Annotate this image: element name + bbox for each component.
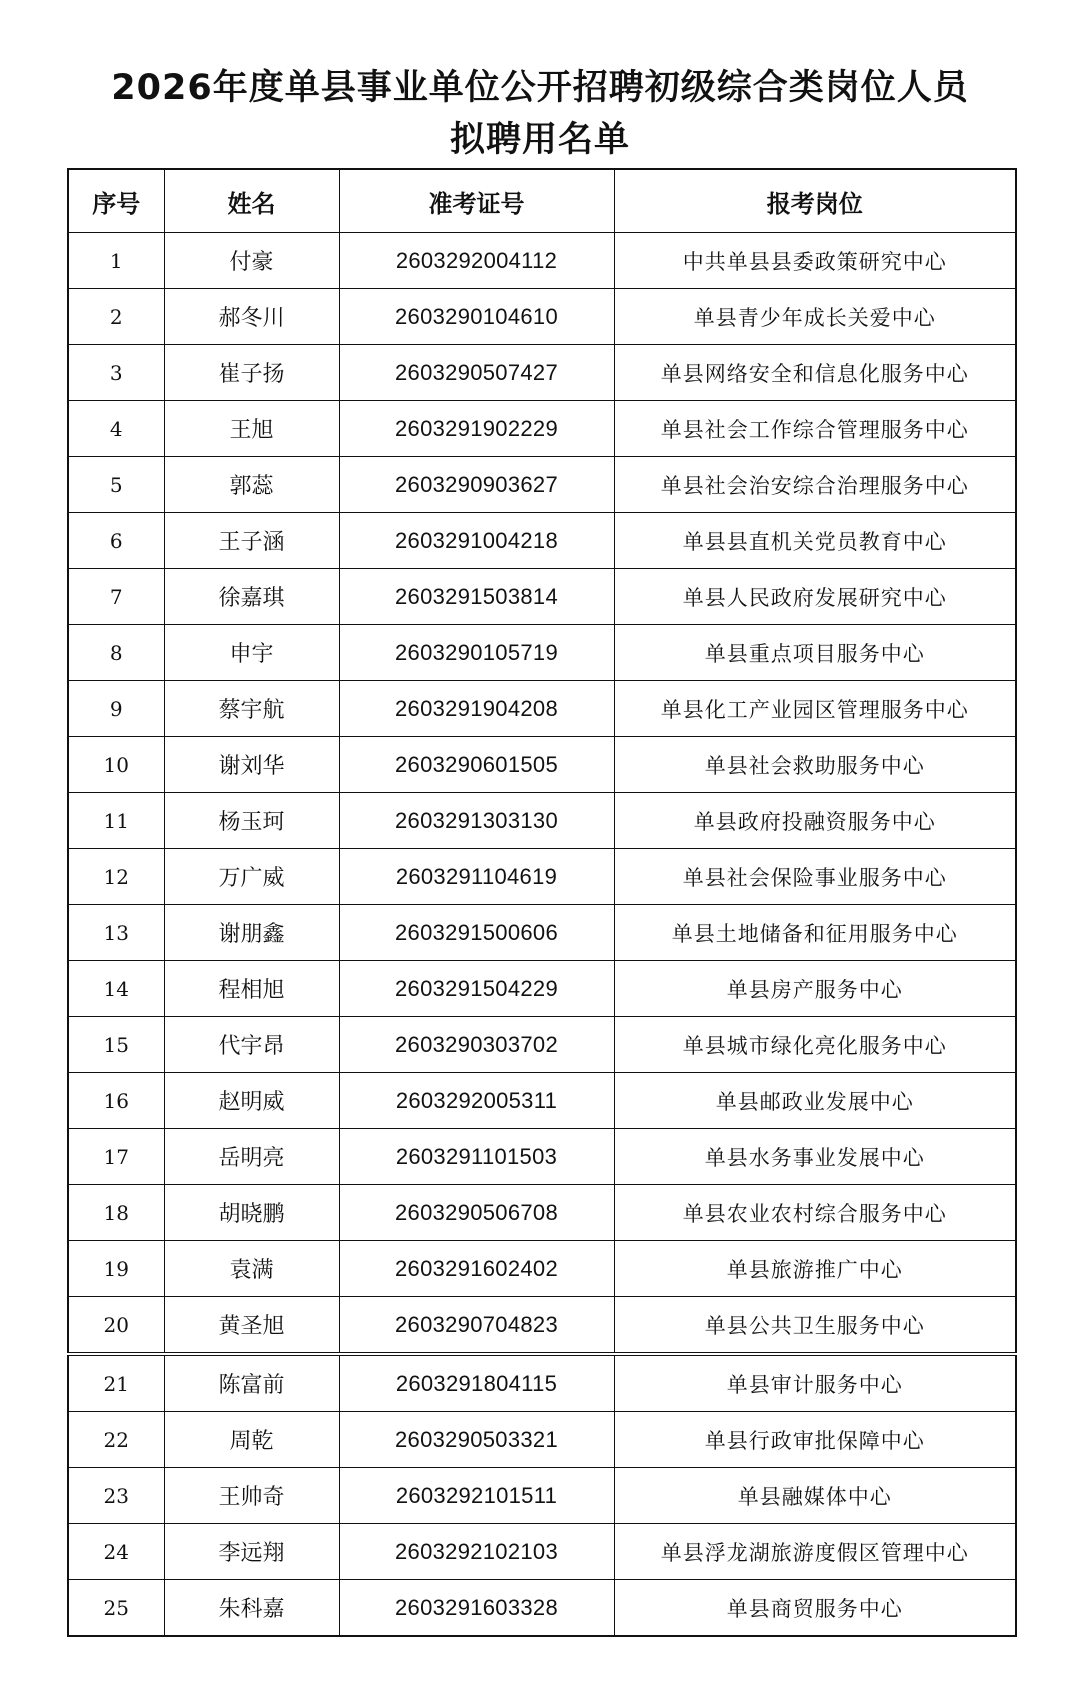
cell-seq: 16	[68, 1073, 164, 1129]
cell-seq: 7	[68, 569, 164, 625]
cell-exam-no: 2603291804115	[339, 1354, 614, 1412]
table-row	[68, 1017, 1016, 1073]
cell-exam-no: 2603292101511	[339, 1468, 614, 1524]
table-row	[68, 289, 1016, 345]
cell-name: 郭蕊	[164, 457, 339, 513]
table-row	[68, 1297, 1016, 1355]
table-row	[68, 1354, 1016, 1412]
cell-post: 单县社会治安综合治理服务中心	[614, 457, 1016, 513]
cell-exam-no: 2603291503814	[339, 569, 614, 625]
cell-seq: 2	[68, 289, 164, 345]
cell-name: 杨玉珂	[164, 793, 339, 849]
cell-exam-no: 2603291902229	[339, 401, 614, 457]
table-row	[68, 569, 1016, 625]
cell-exam-no: 2603290104610	[339, 289, 614, 345]
table-body	[68, 233, 1016, 1637]
cell-exam-no: 2603291500606	[339, 905, 614, 961]
cell-exam-no: 2603290507427	[339, 345, 614, 401]
cell-exam-no: 2603292004112	[339, 233, 614, 289]
table-row	[68, 961, 1016, 1017]
cell-name: 王子涵	[164, 513, 339, 569]
cell-name: 黄圣旭	[164, 1297, 339, 1355]
cell-exam-no: 2603291904208	[339, 681, 614, 737]
cell-seq: 13	[68, 905, 164, 961]
cell-seq: 20	[68, 1297, 164, 1355]
table-row	[68, 457, 1016, 513]
hiring-list-table	[67, 168, 1017, 1637]
cell-seq: 14	[68, 961, 164, 1017]
title-line-2: 拟聘用名单	[449, 120, 630, 160]
cell-post: 单县土地储备和征用服务中心	[614, 905, 1016, 961]
cell-name: 李远翔	[164, 1524, 339, 1580]
cell-name: 赵明威	[164, 1073, 339, 1129]
cell-exam-no: 2603291504229	[339, 961, 614, 1017]
cell-seq: 1	[68, 233, 164, 289]
cell-name: 谢朋鑫	[164, 905, 339, 961]
header-exam-no: 准考证号	[339, 169, 614, 233]
cell-name: 胡晓鹏	[164, 1185, 339, 1241]
table-row	[68, 1468, 1016, 1524]
table-row	[68, 1580, 1016, 1637]
cell-exam-no: 2603290903627	[339, 457, 614, 513]
cell-name: 王旭	[164, 401, 339, 457]
cell-seq: 11	[68, 793, 164, 849]
cell-exam-no: 2603291104619	[339, 849, 614, 905]
cell-name: 郝冬川	[164, 289, 339, 345]
cell-exam-no: 2603290506708	[339, 1185, 614, 1241]
table-row	[68, 1073, 1016, 1129]
cell-seq: 10	[68, 737, 164, 793]
table-row	[68, 737, 1016, 793]
cell-post: 中共单县县委政策研究中心	[614, 233, 1016, 289]
cell-seq: 17	[68, 1129, 164, 1185]
cell-seq: 21	[68, 1354, 164, 1412]
cell-seq: 15	[68, 1017, 164, 1073]
cell-exam-no: 2603292005311	[339, 1073, 614, 1129]
table-row	[68, 793, 1016, 849]
table-row	[68, 233, 1016, 289]
cell-seq: 3	[68, 345, 164, 401]
cell-post: 单县商贸服务中心	[614, 1580, 1016, 1637]
table-header-row	[68, 169, 1016, 233]
cell-name: 申宇	[164, 625, 339, 681]
cell-name: 谢刘华	[164, 737, 339, 793]
cell-post: 单县政府投融资服务中心	[614, 793, 1016, 849]
header-seq: 序号	[68, 169, 164, 233]
cell-name: 付豪	[164, 233, 339, 289]
cell-seq: 8	[68, 625, 164, 681]
cell-post: 单县青少年成长关爱中心	[614, 289, 1016, 345]
table-row	[68, 1241, 1016, 1297]
cell-exam-no: 2603291303130	[339, 793, 614, 849]
cell-name: 万广威	[164, 849, 339, 905]
table-row	[68, 625, 1016, 681]
cell-post: 单县人民政府发展研究中心	[614, 569, 1016, 625]
cell-post: 单县房产服务中心	[614, 961, 1016, 1017]
cell-name: 徐嘉琪	[164, 569, 339, 625]
cell-name: 袁满	[164, 1241, 339, 1297]
cell-post: 单县旅游推广中心	[614, 1241, 1016, 1297]
cell-post: 单县融媒体中心	[614, 1468, 1016, 1524]
cell-exam-no: 2603290303702	[339, 1017, 614, 1073]
cell-exam-no: 2603290503321	[339, 1412, 614, 1468]
table-row	[68, 513, 1016, 569]
cell-post: 单县行政审批保障中心	[614, 1412, 1016, 1468]
cell-post: 单县化工产业园区管理服务中心	[614, 681, 1016, 737]
cell-name: 崔子扬	[164, 345, 339, 401]
cell-post: 单县水务事业发展中心	[614, 1129, 1016, 1185]
cell-seq: 5	[68, 457, 164, 513]
cell-exam-no: 2603291101503	[339, 1129, 614, 1185]
cell-post: 单县公共卫生服务中心	[614, 1297, 1016, 1355]
cell-seq: 12	[68, 849, 164, 905]
cell-name: 岳明亮	[164, 1129, 339, 1185]
cell-seq: 18	[68, 1185, 164, 1241]
cell-seq: 24	[68, 1524, 164, 1580]
cell-post: 单县网络安全和信息化服务中心	[614, 345, 1016, 401]
cell-name: 蔡宇航	[164, 681, 339, 737]
cell-exam-no: 2603291602402	[339, 1241, 614, 1297]
cell-exam-no: 2603291603328	[339, 1580, 614, 1637]
cell-name: 王帅奇	[164, 1468, 339, 1524]
cell-seq: 6	[68, 513, 164, 569]
document-title	[0, 62, 1080, 166]
cell-post: 单县社会工作综合管理服务中心	[614, 401, 1016, 457]
cell-name: 周乾	[164, 1412, 339, 1468]
cell-post: 单县浮龙湖旅游度假区管理中心	[614, 1524, 1016, 1580]
cell-name: 代宇昂	[164, 1017, 339, 1073]
cell-post: 单县城市绿化亮化服务中心	[614, 1017, 1016, 1073]
table-row	[68, 401, 1016, 457]
cell-seq: 25	[68, 1580, 164, 1637]
cell-post: 单县县直机关党员教育中心	[614, 513, 1016, 569]
cell-exam-no: 2603292102103	[339, 1524, 614, 1580]
cell-post: 单县邮政业发展中心	[614, 1073, 1016, 1129]
cell-post: 单县审计服务中心	[614, 1354, 1016, 1412]
cell-seq: 23	[68, 1468, 164, 1524]
table-row	[68, 1412, 1016, 1468]
cell-seq: 4	[68, 401, 164, 457]
cell-name: 朱科嘉	[164, 1580, 339, 1637]
cell-seq: 9	[68, 681, 164, 737]
table-row	[68, 849, 1016, 905]
cell-seq: 22	[68, 1412, 164, 1468]
table-row	[68, 1129, 1016, 1185]
cell-post: 单县社会救助服务中心	[614, 737, 1016, 793]
table-row	[68, 905, 1016, 961]
header-name: 姓名	[164, 169, 339, 233]
cell-exam-no: 2603290105719	[339, 625, 614, 681]
cell-exam-no: 2603290601505	[339, 737, 614, 793]
cell-post: 单县社会保险事业服务中心	[614, 849, 1016, 905]
cell-seq: 19	[68, 1241, 164, 1297]
cell-name: 陈富前	[164, 1354, 339, 1412]
cell-exam-no: 2603290704823	[339, 1297, 614, 1355]
table-row	[68, 345, 1016, 401]
table-row	[68, 1524, 1016, 1580]
table-row	[68, 681, 1016, 737]
cell-name: 程相旭	[164, 961, 339, 1017]
cell-post: 单县重点项目服务中心	[614, 625, 1016, 681]
table-row	[68, 1185, 1016, 1241]
cell-post: 单县农业农村综合服务中心	[614, 1185, 1016, 1241]
title-line-1: 2026年度单县事业单位公开招聘初级综合类岗位人员	[111, 68, 969, 108]
header-post: 报考岗位	[614, 169, 1016, 233]
cell-exam-no: 2603291004218	[339, 513, 614, 569]
